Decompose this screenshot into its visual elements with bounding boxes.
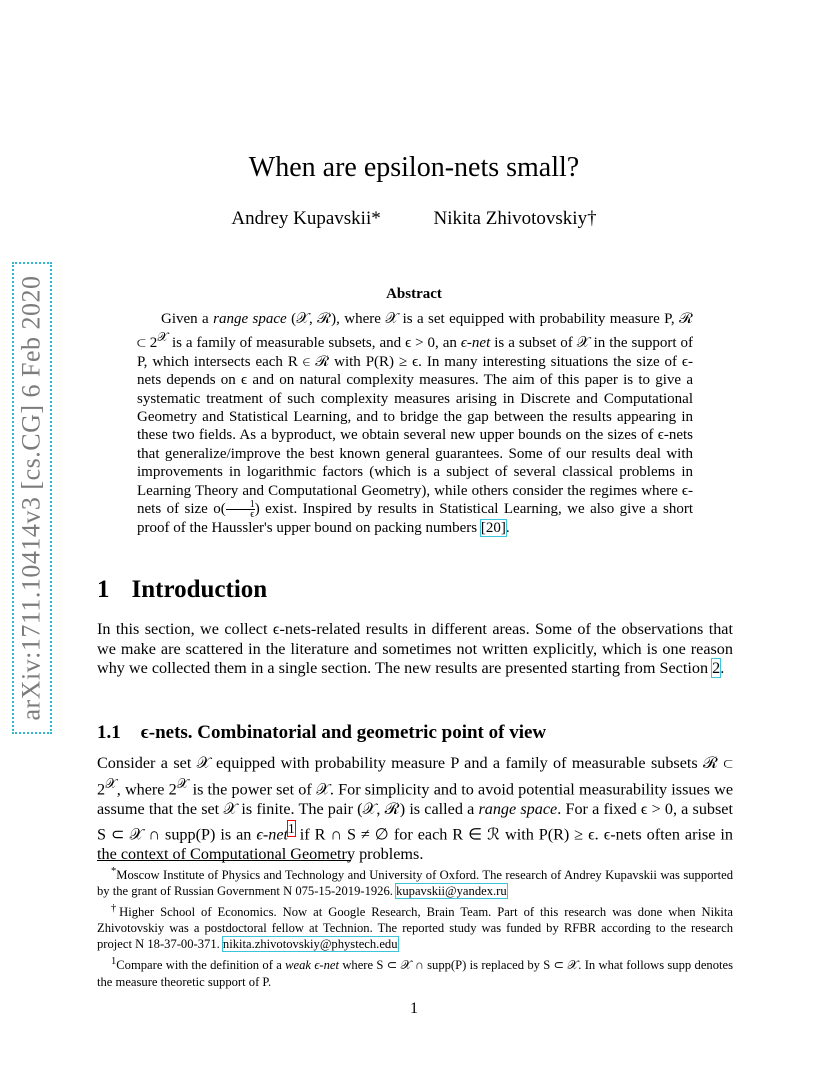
intro-paragraph: In this section, we collect ϵ-nets-related results in different areas. Some of the observations that we make are scattered in the literature and sometimes not written explicitly, which is one reason why we collected them in a single section. The new results are presented starting from Section 2.: [97, 620, 733, 678]
author-list: [0, 208, 828, 230]
footnotes: [97, 864, 733, 992]
arxiv-id: arXiv:1711.10414v3 [cs.CG] 6 Feb 2020: [17, 275, 46, 721]
footnote-rule: [97, 860, 351, 861]
author-1: Andrey Kupavskii*: [231, 208, 381, 229]
abstract-heading: Abstract: [386, 286, 442, 302]
author-2: Nikita Zhivotovskiy†: [433, 208, 597, 229]
footnote-3: $^1$Compare with the definition of a weak ϵ-net where S ⊂ 𝒳 ∩ supp(P) is replaced by S ⊂ 𝒳. In what follows supp denotes the measure theoretic support of P.: [97, 956, 733, 989]
section-ref-link[interactable]: 2: [712, 659, 721, 678]
abstract-text: Given a range space (𝒳, ℛ), where 𝒳 is a set equipped with probability measure P, ℛ ⊂ $2^𝒳$ is a family of measurable subsets, and ϵ > 0, an ϵ-net is a subset of 𝒳 in the support of P, which intersects each R ∈ ℛ with P(R) ≥ ϵ. In many interesting situations the size of ϵ-nets depends on ϵ and on natural complexity measures. The aim of this paper is to give a systematic treatment of such complexity measures arising in Discrete and Computational Geometry and Statistical Learning, and to bridge the gap between the results appearing in these two fields. As a byproduct, we obtain several new upper bounds on the sizes of ϵ-nets that generalize/improve the best known general guarantees. Some of our results deal with improvements in logarithmic factors (which is a subject of several classical problems in Learning Theory and Computational Geometry), while others consider the regimes where ϵ-nets of size o( $\frac{1}{\epsilon}$ ) exist. Inspired by results in Statistical Learning, we also give a short proof of the Haussler's upper bound on packing numbers [20].: [137, 311, 694, 537]
fraction: $\frac{1}{\epsilon}$: [226, 500, 255, 519]
footnote-2: †Higher School of Economics. Now at Google Research, Brain Team. Part of this research was done when Nikita Zhivotovskiy was a postdoctoral fellow at Technion. The reported study was funded by RFBR according to the research project N 18-37-00-371. nikita.zhivotovskiy@phystech.edu: [97, 903, 734, 952]
citation-link[interactable]: [20]: [480, 520, 506, 537]
email-link-zhivotovskiy[interactable]: nikita.zhivotovskiy@phystech.edu: [222, 937, 398, 952]
footnote-link[interactable]: 1: [288, 821, 295, 837]
section-heading-introduction: 1 Introduction: [97, 576, 268, 603]
subsection-heading: 1.1 ϵ-nets. Combinatorial and geometric point of view: [97, 722, 547, 743]
email-link-kupavskii[interactable]: kupavskii@yandex.ru: [396, 884, 507, 899]
paper-title: When are epsilon-nets small?: [248, 152, 580, 183]
footnote-1: *Moscow Institute of Physics and Technology and University of Oxford. The research of Andrey Kupavskii was supported by the grant of Russian Government N 075-15-2019-1926. kupavskii@yandex.ru: [97, 866, 733, 899]
arxiv-stamp[interactable]: [12, 262, 52, 734]
page-number: 1: [410, 1000, 418, 1017]
subsection-paragraph: Consider a set 𝒳 equipped with probability measure P and a family of measurable subsets ℛ ⊂ $2^𝒳$, where $2^𝒳$ is the power set of 𝒳. For simplicity and to avoid potential measurability issues we assume that the set 𝒳 is finite. The pair (𝒳, ℛ) is called a range space. For a fixed ϵ > 0, a subset S ⊂ 𝒳 ∩ supp(P) is an ϵ-net$^1$ if R ∩ S ≠ ∅ for each R ∈ ℛ with P(R) ≥ ϵ. ϵ-nets often arise in the context of Computational Geometry problems.: [97, 754, 733, 864]
